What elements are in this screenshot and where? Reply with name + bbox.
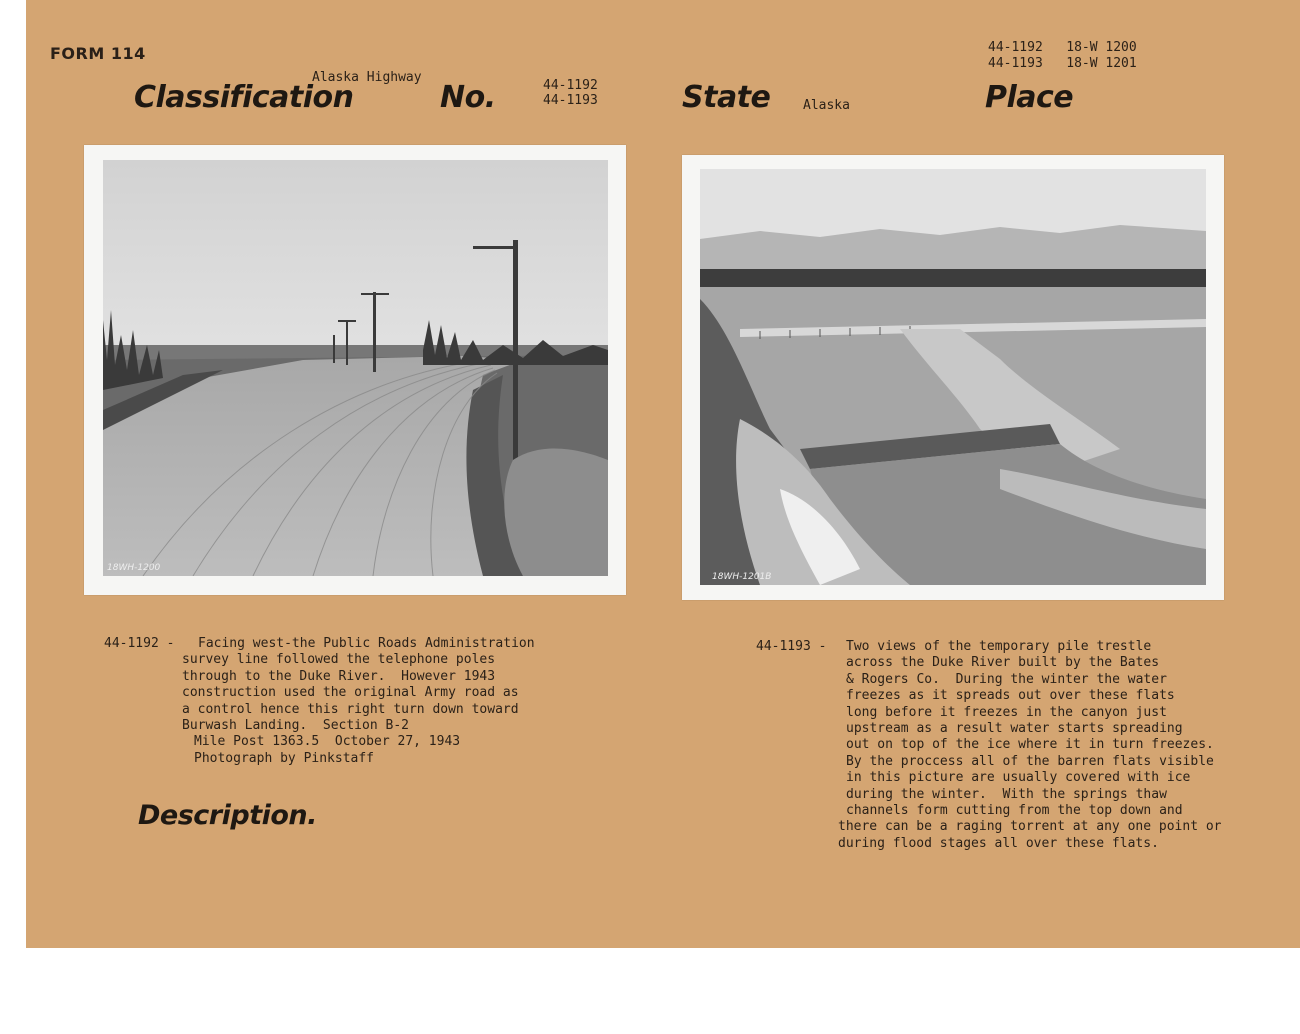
classification-heading: Classification	[134, 80, 354, 115]
caption-1-line: through to the Duke River. However 1943	[182, 668, 496, 684]
place-value-1: 44-1192 18-W 1200	[988, 40, 1137, 55]
bottom-margin	[0, 948, 1300, 1034]
state-value: Alaska	[803, 98, 850, 113]
caption-1-line: Photograph by Pinkstaff	[194, 750, 375, 766]
caption-2-line: channels form cutting from the top down and	[846, 803, 1183, 819]
form-number: FORM 114	[50, 44, 146, 63]
caption-2-line: Two views of the temporary pile trestle	[846, 639, 1152, 654]
place-heading: Place	[985, 80, 1074, 115]
number-value-1: 44-1192	[543, 78, 598, 93]
caption-2-line: upstream as a result water starts spreading	[846, 721, 1183, 737]
caption-2-line: By the proccess all of the barren flats visible	[846, 753, 1214, 769]
caption-1-line: Burwash Landing. Section B-2	[182, 718, 409, 734]
road-photo	[103, 160, 608, 576]
caption-1-line: Mile Post 1363.5 October 27, 1943	[194, 734, 461, 750]
caption-2-line: in this picture are usually covered with ice	[846, 770, 1191, 786]
caption-1-line: construction used the original Army road as	[182, 685, 519, 701]
caption-2-line: long before it freezes in the canyon just	[846, 704, 1167, 720]
caption-1-text	[198, 636, 535, 652]
caption-1-line: survey line followed the telephone poles	[182, 652, 496, 668]
caption-2-text	[838, 639, 1222, 852]
place-value-2: 44-1193 18-W 1201	[988, 56, 1137, 71]
caption-2-number: 44-1193 -	[756, 639, 827, 654]
caption-2-line: there can be a raging torrent at any one point or	[838, 819, 1222, 835]
caption-2-line: across the Duke River built by the Bates	[846, 655, 1160, 671]
caption-2-line: during the winter. With the springs thaw	[846, 786, 1167, 802]
description-heading: Description.	[138, 800, 317, 831]
river-flats-photo	[700, 169, 1206, 585]
caption-1-body	[182, 652, 519, 767]
state-heading: State	[682, 80, 771, 115]
number-heading: No.	[440, 80, 496, 115]
negative-label-2: 18WH-1201B	[712, 572, 772, 582]
caption-1-line: Facing west-the Public Roads Administration	[198, 636, 535, 651]
number-value-2: 44-1193	[543, 93, 598, 108]
classification-value: Alaska Highway	[312, 70, 422, 85]
caption-2-line: out on top of the ice where it in turn freezes.	[846, 737, 1214, 753]
caption-1-number: 44-1192 -	[104, 636, 175, 651]
caption-2-line: during flood stages all over these flats.	[838, 835, 1159, 851]
negative-label-1: 18WH-1200	[107, 563, 161, 573]
caption-2-line: & Rogers Co. During the winter the water	[846, 671, 1167, 687]
caption-1-line: a control hence this right turn down toward	[182, 701, 519, 717]
caption-2-line: freezes as it spreads out over these flats	[846, 688, 1175, 704]
